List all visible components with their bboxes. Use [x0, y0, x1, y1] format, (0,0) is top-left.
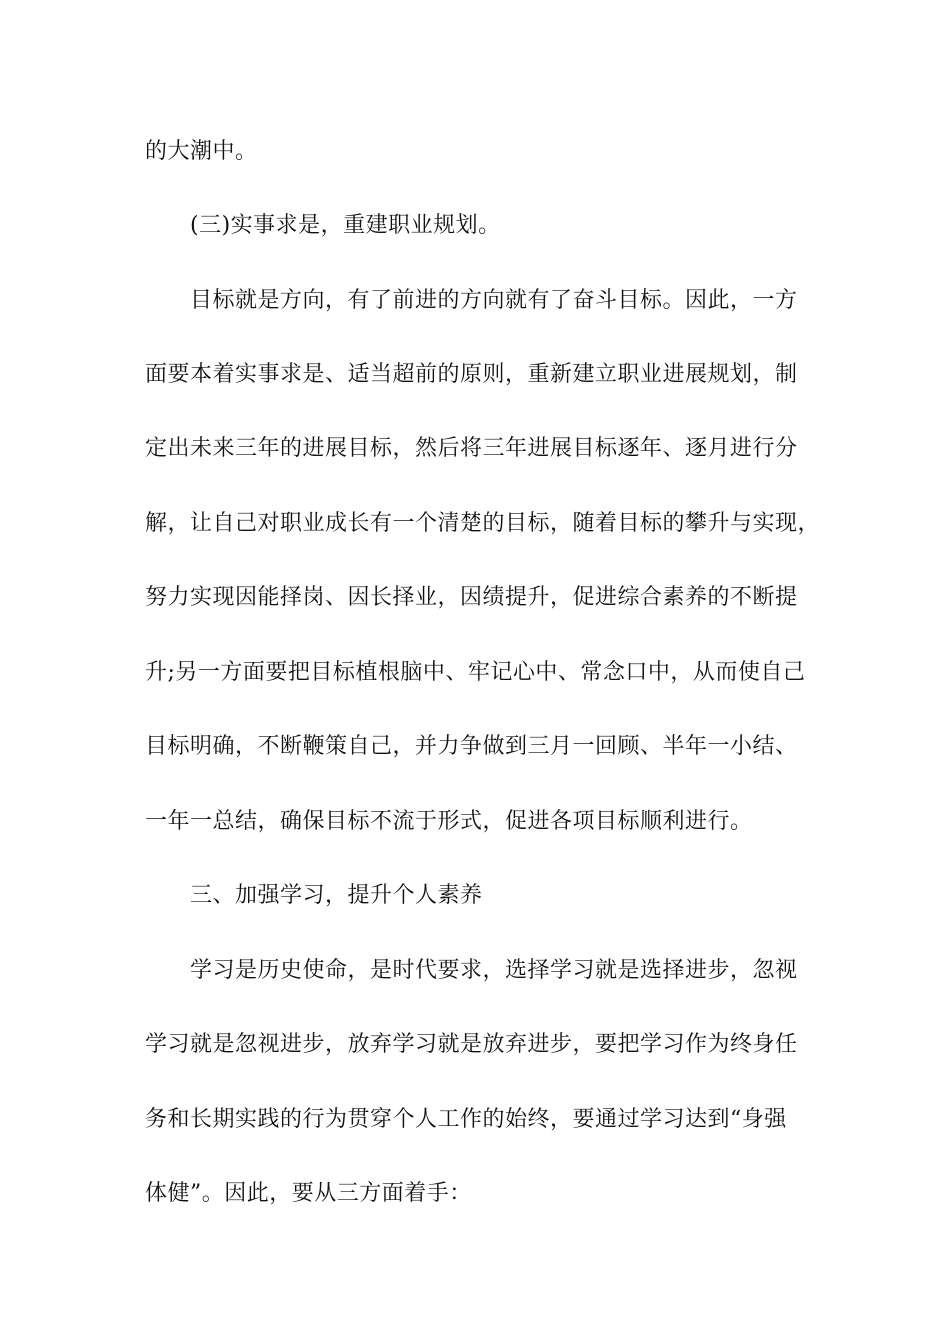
paragraph-line: 目标明确，不断鞭策自己，并力争做到三月一回顾、半年一小结、 [145, 734, 798, 759]
paragraph-line: 努力实现因能择岗、因长择业，因绩提升，促进综合素养的不断提 [145, 585, 798, 610]
section-heading: (三)实事求是，重建职业规划。 [190, 213, 501, 238]
paragraph-line: 目标就是方向，有了前进的方向就有了奋斗目标。因此，一方 [190, 288, 798, 313]
paragraph-line: 面要本着实事求是、适当超前的原则，重新建立职业进展规划，制 [145, 362, 798, 387]
text-line: 的大潮中。 [145, 139, 258, 164]
paragraph-line: 体健”。因此，要从三方面着手： [145, 1181, 472, 1206]
paragraph-line: 学习就是忽视进步，放弃学习就是放弃进步，要把学习作为终身任 [145, 1032, 798, 1057]
paragraph-line: 定出未来三年的进展目标，然后将三年进展目标逐年、逐月进行分 [145, 436, 798, 461]
section-heading: 三、加强学习，提升个人素养 [190, 883, 483, 908]
paragraph-line: 解，让自己对职业成长有一个清楚的目标，随着目标的攀升与实现， [145, 511, 821, 536]
paragraph-line: 一年一总结，确保目标不流于形式，促进各项目标顺利进行。 [145, 809, 753, 834]
paragraph-line: 学习是历史使命，是时代要求，选择学习就是选择进步，忽视 [190, 958, 798, 983]
paragraph-line: 升;另一方面要把目标植根脑中、牢记心中、常念口中，从而使自己 [145, 660, 806, 685]
paragraph-line: 务和长期实践的行为贯穿个人工作的始终，要通过学习达到“身强 [145, 1107, 787, 1132]
